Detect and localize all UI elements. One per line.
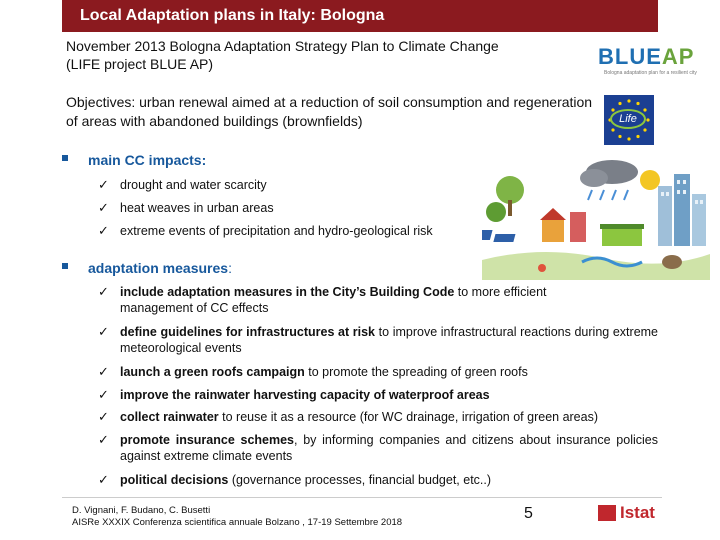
footer-divider — [62, 497, 662, 498]
impact-item-text: heat weaves in urban areas — [120, 201, 274, 215]
measure-item — [98, 387, 658, 403]
impacts-section-heading — [66, 152, 206, 168]
square-bullet-icon — [62, 263, 68, 269]
measure-item-bold: define guidelines for infrastructures at risk — [120, 325, 376, 339]
measure-item — [98, 284, 568, 316]
measure-item — [98, 432, 658, 464]
life-logo-text: Life — [610, 109, 646, 129]
measure-item-text: to promote the spreading of green roofs — [304, 365, 528, 379]
measure-item-bold: launch a green roofs campaign — [120, 365, 305, 379]
climate-city-illustration — [482, 150, 710, 280]
plan-name: Adaptation Strategy Plan to Climate Change — [224, 38, 499, 54]
measure-item-text: , by informing companies and citizens about insurance policies against extreme climate events — [120, 433, 658, 463]
measure-item-text: (governance processes, financial budget, etc..) — [228, 473, 492, 487]
blueap-logo — [598, 44, 716, 92]
impact-item — [98, 200, 274, 216]
measure-item-bold: promote insurance schemes — [120, 433, 294, 447]
measures-heading: adaptation measures — [88, 260, 229, 276]
checkmark-icon: ✓ — [98, 200, 109, 215]
checkmark-icon: ✓ — [98, 177, 109, 192]
blueap-tagline: Bologna adaptation plan for a resilient city — [604, 70, 697, 76]
measure-item-bold: improve the rainwater harvesting capacity of waterproof areas — [120, 388, 490, 402]
checkmark-icon: ✓ — [98, 364, 109, 379]
measure-item — [98, 324, 658, 356]
measure-item — [98, 409, 668, 425]
plan-date-city: November 2013 Bologna — [66, 38, 224, 54]
slide-title: Local Adaptation plans in Italy: Bologna — [80, 7, 385, 24]
impact-item — [98, 223, 433, 239]
project-name: (LIFE project BLUE AP) — [66, 56, 214, 72]
checkmark-icon: ✓ — [98, 409, 109, 424]
measure-item — [98, 364, 658, 380]
blueap-logo-blue: BLUE — [598, 44, 662, 69]
istat-logo — [598, 503, 668, 523]
footer-authors: D. Vignani, F. Budano, C. Busetti — [72, 505, 211, 516]
objectives-text: Objectives: urban renewal aimed at a reduction of soil consumption and regeneration of areas with abandoned buildings (brownfields) — [66, 94, 593, 129]
checkmark-icon: ✓ — [98, 324, 109, 339]
measure-item — [98, 472, 658, 488]
istat-logo-text: Istat — [620, 503, 655, 522]
footer-credits — [72, 505, 402, 529]
measure-item-text: to improve infrastructural reactions during extreme meteorological events — [120, 325, 659, 355]
impact-item-text: drought and water scarcity — [120, 178, 267, 192]
checkmark-icon: ✓ — [98, 387, 109, 402]
checkmark-icon: ✓ — [98, 432, 109, 447]
life-eu-logo — [604, 95, 654, 145]
measure-item-text: to more efficient management of CC effects — [120, 285, 547, 315]
measure-item-text: to reuse it as a resource (for WC drainage, irrigation of green areas) — [218, 410, 598, 424]
measure-item-bold: collect rainwater — [120, 410, 219, 424]
istat-mark-icon — [598, 505, 616, 521]
checkmark-icon: ✓ — [98, 472, 109, 487]
square-bullet-icon — [62, 155, 68, 161]
plan-header — [66, 37, 596, 73]
checkmark-icon: ✓ — [98, 284, 109, 299]
checkmark-icon: ✓ — [98, 223, 109, 238]
slide-title-bar — [62, 0, 658, 32]
impact-item-text: extreme events of precipitation and hydro-geological risk — [120, 224, 433, 238]
measures-heading-colon: : — [228, 260, 232, 276]
measure-item-bold: include adaptation measures in the City’s Building Code — [120, 285, 455, 299]
measures-section-heading — [66, 260, 232, 276]
impacts-heading: main CC impacts: — [88, 152, 207, 168]
impact-item — [98, 177, 267, 193]
blueap-logo-green: AP — [661, 44, 695, 69]
measure-item-bold: political decisions — [120, 473, 229, 487]
page-number: 5 — [524, 505, 533, 522]
footer-conference: AISRe XXXIX Conferenza scientifica annuale Bolzano , 17-19 Settembre 2018 — [72, 517, 403, 528]
